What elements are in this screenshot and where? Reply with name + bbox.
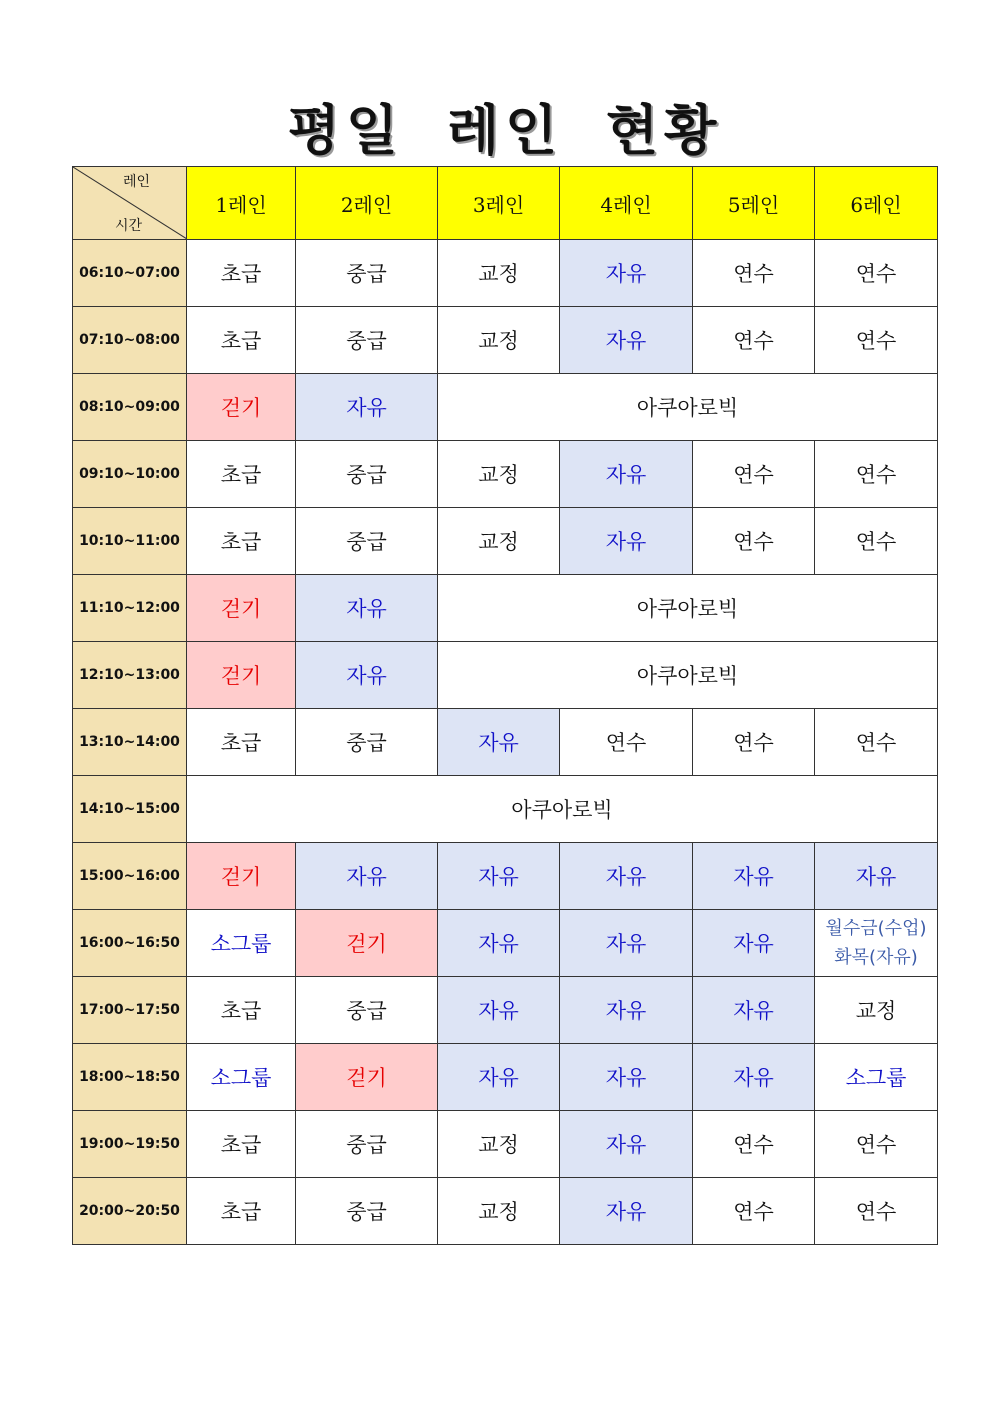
lane-session-cell: 자유 xyxy=(560,441,693,508)
session-line-1: 월수금(수업) xyxy=(825,918,927,939)
lane-session-cell: 중급 xyxy=(296,1111,438,1178)
lane-schedule-table xyxy=(72,166,938,1245)
lane-session-cell: 자유 xyxy=(438,910,560,977)
lane-session-cell: 아쿠아로빅 xyxy=(438,642,938,709)
lane-session-cell: 자유 xyxy=(693,910,815,977)
lane-session-cell: 자유 xyxy=(560,977,693,1044)
lane-session-cell: 아쿠아로빅 xyxy=(438,374,938,441)
lane-session-cell: 자유 xyxy=(693,1044,815,1111)
lane-session-cell: 중급 xyxy=(296,977,438,1044)
schedule-row xyxy=(73,374,938,441)
corner-header xyxy=(73,167,187,240)
lane-session-cell: 자유 xyxy=(560,307,693,374)
lane-session-cell: 중급 xyxy=(296,240,438,307)
lane-session-cell: 연수 xyxy=(693,307,815,374)
lane-session-cell: 교정 xyxy=(438,508,560,575)
time-slot-cell: 08:10~09:00 xyxy=(73,374,187,441)
lane-session-cell: 초급 xyxy=(187,508,296,575)
time-slot-cell: 06:10~07:00 xyxy=(73,240,187,307)
lane-session-cell: 자유 xyxy=(560,1044,693,1111)
header-row xyxy=(73,167,938,240)
lane-session-cell: 초급 xyxy=(187,709,296,776)
lane-session-cell: 초급 xyxy=(187,1111,296,1178)
lane-session-cell: 초급 xyxy=(187,441,296,508)
lane-session-cell: 중급 xyxy=(296,441,438,508)
lane-session-cell: 연수 xyxy=(693,1111,815,1178)
lane-session-cell: 중급 xyxy=(296,307,438,374)
page-title: 평일 레인 현황 xyxy=(287,99,723,162)
lane-session-cell: 자유 xyxy=(693,843,815,910)
lane-session-cell: 연수 xyxy=(693,1178,815,1245)
time-slot-cell: 19:00~19:50 xyxy=(73,1111,187,1178)
schedule-row xyxy=(73,977,938,1044)
lane-session-cell: 연수 xyxy=(560,709,693,776)
lane-session-cell: 자유 xyxy=(296,843,438,910)
time-slot-cell: 10:10~11:00 xyxy=(73,508,187,575)
time-slot-cell: 17:00~17:50 xyxy=(73,977,187,1044)
corner-lane-label: 레인 xyxy=(122,174,150,190)
lane-session-cell: 교정 xyxy=(438,1178,560,1245)
lane-session-cell: 걷기 xyxy=(187,374,296,441)
lane-session-cell: 아쿠아로빅 xyxy=(438,575,938,642)
schedule-row xyxy=(73,910,938,977)
schedule-row xyxy=(73,1111,938,1178)
lane-session-cell: 연수 xyxy=(815,307,938,374)
corner-time-label: 시간 xyxy=(115,218,143,234)
schedule-body xyxy=(73,167,938,1245)
lane-session-cell: 중급 xyxy=(296,508,438,575)
lane-header-6: 6레인 xyxy=(815,167,938,240)
lane-session-cell: 자유 xyxy=(438,843,560,910)
lane-session-cell: 소그룹 xyxy=(815,1044,938,1111)
lane-session-cell: 걷기 xyxy=(187,575,296,642)
lane-session-cell: 자유 xyxy=(560,508,693,575)
lane-session-cell: 걷기 xyxy=(296,1044,438,1111)
schedule-row xyxy=(73,642,938,709)
time-slot-cell: 20:00~20:50 xyxy=(73,1178,187,1245)
lane-session-cell: 연수 xyxy=(815,240,938,307)
lane-session-cell: 교정 xyxy=(438,240,560,307)
lane-session-cell: 교정 xyxy=(438,307,560,374)
schedule-row xyxy=(73,1178,938,1245)
lane-session-cell: 연수 xyxy=(693,709,815,776)
schedule-row xyxy=(73,575,938,642)
lane-header-4: 4레인 xyxy=(560,167,693,240)
lane-header-3: 3레인 xyxy=(438,167,560,240)
lane-session-cell: 초급 xyxy=(187,977,296,1044)
lane-session-cell: 자유 xyxy=(438,709,560,776)
time-slot-cell: 07:10~08:00 xyxy=(73,307,187,374)
schedule-row xyxy=(73,441,938,508)
lane-session-cell: 초급 xyxy=(187,1178,296,1245)
lane-session-cell: 자유 xyxy=(560,1178,693,1245)
lane-session-cell: 걷기 xyxy=(296,910,438,977)
lane-session-cell: 연수 xyxy=(815,508,938,575)
lane-session-cell: 연수 xyxy=(693,240,815,307)
lane-session-cell: 교정 xyxy=(815,977,938,1044)
lane-session-cell: 자유 xyxy=(296,374,438,441)
lane-session-cell: 자유 xyxy=(560,843,693,910)
lane-session-cell: 걷기 xyxy=(187,843,296,910)
time-slot-cell: 18:00~18:50 xyxy=(73,1044,187,1111)
lane-session-cell: 교정 xyxy=(438,1111,560,1178)
lane-session-cell: 중급 xyxy=(296,1178,438,1245)
schedule-row xyxy=(73,508,938,575)
lane-session-cell xyxy=(815,910,938,977)
lane-session-cell: 중급 xyxy=(296,709,438,776)
schedule-row xyxy=(73,307,938,374)
schedule-row xyxy=(73,1044,938,1111)
time-slot-cell: 15:00~16:00 xyxy=(73,843,187,910)
session-line-2: 화목(자유) xyxy=(834,947,918,968)
lane-session-cell: 자유 xyxy=(560,1111,693,1178)
schedule-row xyxy=(73,240,938,307)
lane-session-cell: 연수 xyxy=(815,1178,938,1245)
time-slot-cell: 16:00~16:50 xyxy=(73,910,187,977)
time-slot-cell: 14:10~15:00 xyxy=(73,776,187,843)
lane-session-cell: 연수 xyxy=(815,441,938,508)
lane-session-cell: 자유 xyxy=(693,977,815,1044)
lane-session-cell: 자유 xyxy=(815,843,938,910)
lane-session-cell: 초급 xyxy=(187,240,296,307)
lane-session-cell: 자유 xyxy=(438,1044,560,1111)
lane-session-cell: 교정 xyxy=(438,441,560,508)
lane-session-cell: 자유 xyxy=(560,910,693,977)
lane-session-cell: 자유 xyxy=(560,240,693,307)
lane-session-cell: 연수 xyxy=(693,508,815,575)
time-slot-cell: 11:10~12:00 xyxy=(73,575,187,642)
time-slot-cell: 13:10~14:00 xyxy=(73,709,187,776)
time-slot-cell: 12:10~13:00 xyxy=(73,642,187,709)
lane-session-cell: 소그룹 xyxy=(187,910,296,977)
lane-session-cell: 연수 xyxy=(815,709,938,776)
lane-session-cell: 걷기 xyxy=(187,642,296,709)
lane-session-cell: 소그룹 xyxy=(187,1044,296,1111)
lane-session-cell: 자유 xyxy=(296,642,438,709)
time-slot-cell: 09:10~10:00 xyxy=(73,441,187,508)
schedule-row xyxy=(73,709,938,776)
lane-header-1: 1레인 xyxy=(187,167,296,240)
schedule-row xyxy=(73,843,938,910)
lane-session-cell: 자유 xyxy=(438,977,560,1044)
lane-session-cell: 연수 xyxy=(815,1111,938,1178)
lane-header-5: 5레인 xyxy=(693,167,815,240)
lane-header-2: 2레인 xyxy=(296,167,438,240)
lane-session-cell: 연수 xyxy=(693,441,815,508)
schedule-row xyxy=(73,776,938,843)
lane-session-cell: 자유 xyxy=(296,575,438,642)
lane-session-cell: 초급 xyxy=(187,307,296,374)
lane-session-cell: 아쿠아로빅 xyxy=(187,776,938,843)
